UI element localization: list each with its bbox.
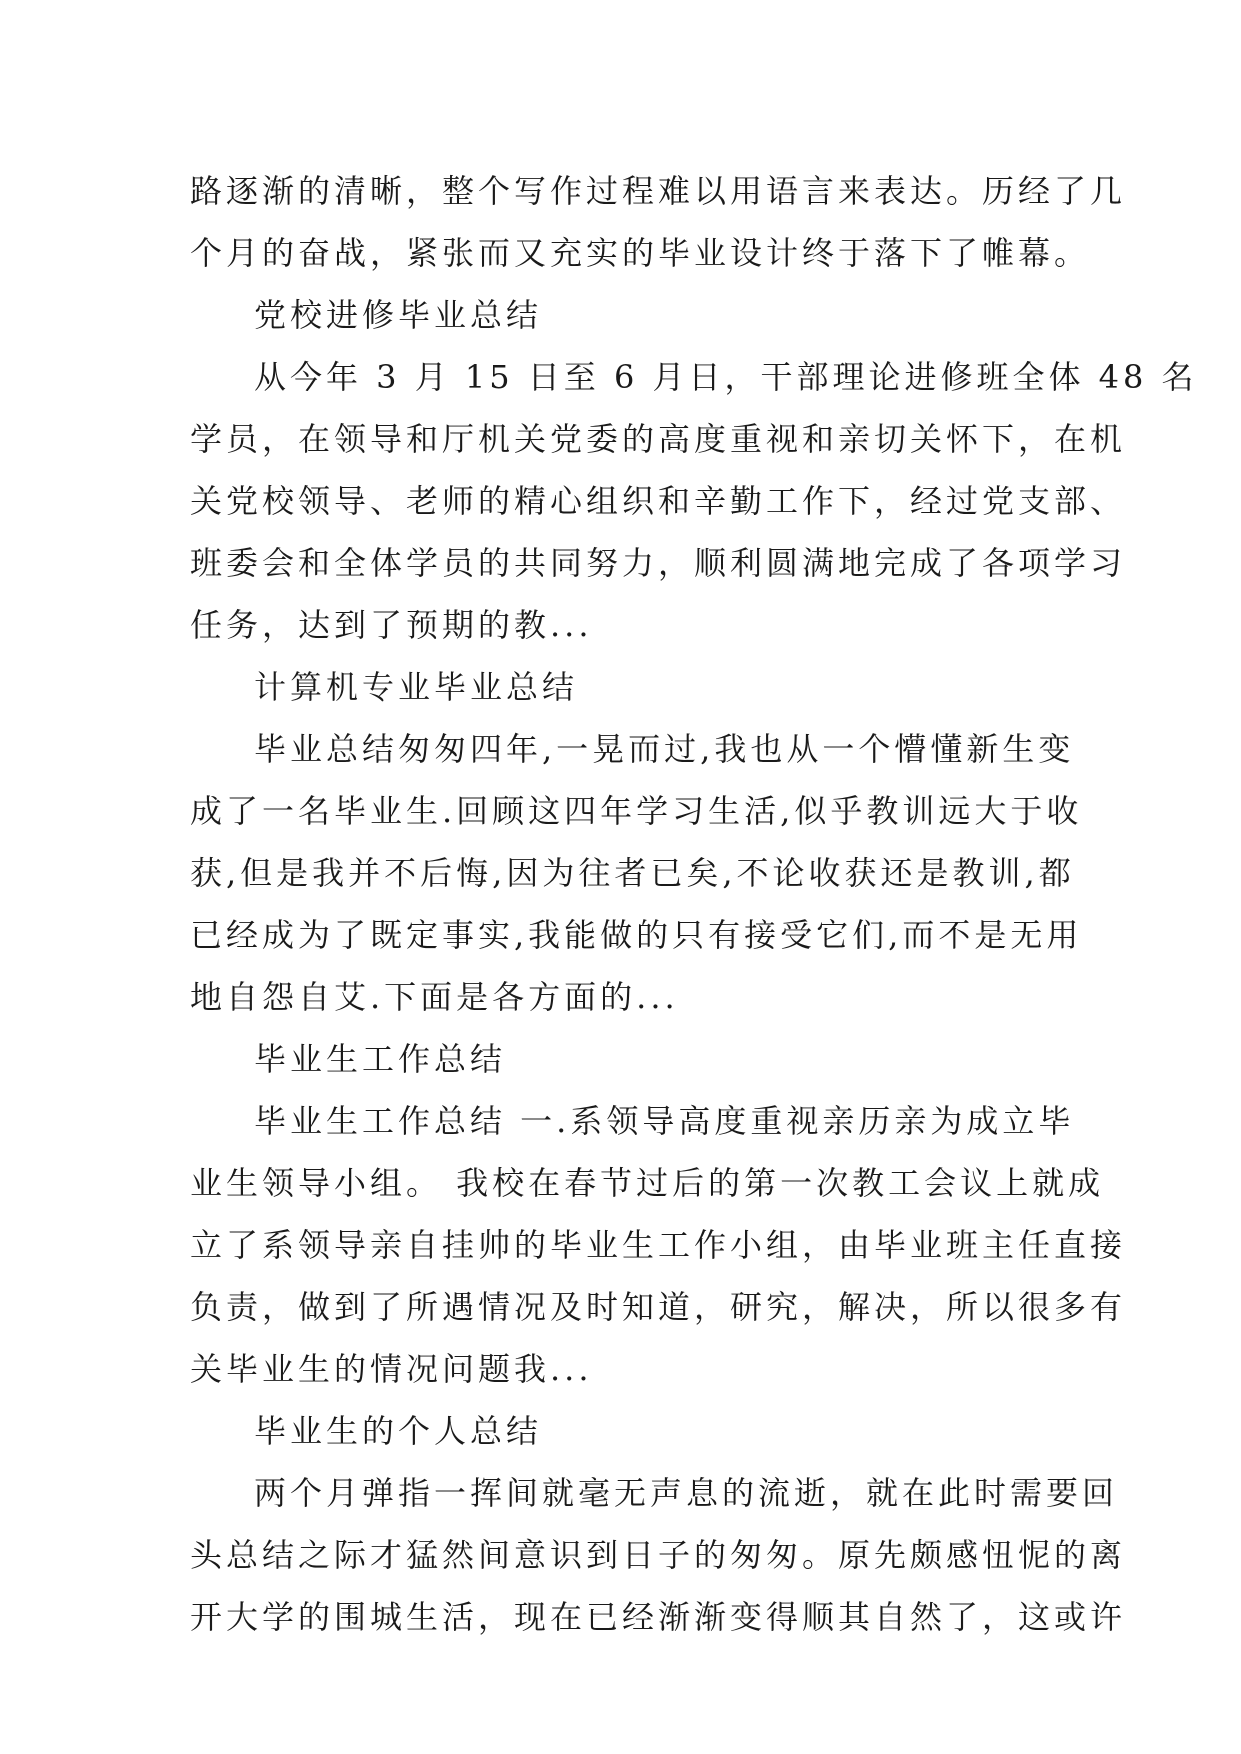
section-heading: 毕业生工作总结 xyxy=(254,1040,507,1078)
body-line: 个月的奋战，紧张而又充实的毕业设计终于落下了帷幕。 xyxy=(190,234,1091,272)
body-line: 成了一名毕业生.回顾这四年学习生活,似乎教训远大于收 xyxy=(190,792,1083,830)
body-line: 头总结之际才猛然间意识到日子的匆匆。原先颇感忸怩的离 xyxy=(190,1536,1127,1574)
document-body xyxy=(190,160,1198,1648)
section-heading: 党校进修毕业总结 xyxy=(254,296,543,334)
body-line: 毕业生工作总结 一.系领导高度重视亲历亲为成立毕 xyxy=(254,1102,1075,1140)
body-line: 开大学的围城生活，现在已经渐渐变得顺其自然了，这或许 xyxy=(190,1598,1127,1636)
body-line: 立了系领导亲自挂帅的毕业生工作小组，由毕业班主任直接 xyxy=(190,1226,1127,1264)
body-line: 任务，达到了预期的教... xyxy=(190,606,593,644)
body-line: 学员，在领导和厅机关党委的高度重视和亲切关怀下，在机 xyxy=(190,420,1127,458)
body-line: 已经成为了既定事实,我能做的只有接受它们,而不是无用 xyxy=(190,916,1083,954)
body-line: 关毕业生的情况问题我... xyxy=(190,1350,593,1388)
body-line: 从今年 3 月 15 日至 6 月日，干部理论进修班全体 48 名 xyxy=(254,358,1198,396)
body-line: 班委会和全体学员的共同努力，顺利圆满地完成了各项学习 xyxy=(190,544,1127,582)
body-line: 负责，做到了所遇情况及时知道，研究，解决，所以很多有 xyxy=(190,1288,1127,1326)
body-line: 业生领导小组。 我校在春节过后的第一次教工会议上就成 xyxy=(190,1164,1105,1202)
section-heading: 计算机专业毕业总结 xyxy=(254,668,579,706)
body-line: 路逐渐的清晰，整个写作过程难以用语言来表达。历经了几 xyxy=(190,172,1127,210)
section-heading: 毕业生的个人总结 xyxy=(254,1412,543,1450)
body-line: 获,但是我并不后悔,因为往者已矣,不论收获还是教训,都 xyxy=(190,854,1075,892)
body-line: 关党校领导、老师的精心组织和辛勤工作下，经过党支部、 xyxy=(190,482,1127,520)
body-line: 两个月弹指一挥间就毫无声息的流逝，就在此时需要回 xyxy=(254,1474,1119,1512)
body-line: 地自怨自艾.下面是各方面的... xyxy=(190,978,679,1016)
body-line: 毕业总结匆匆四年,一晃而过,我也从一个懵懂新生变 xyxy=(254,730,1075,768)
